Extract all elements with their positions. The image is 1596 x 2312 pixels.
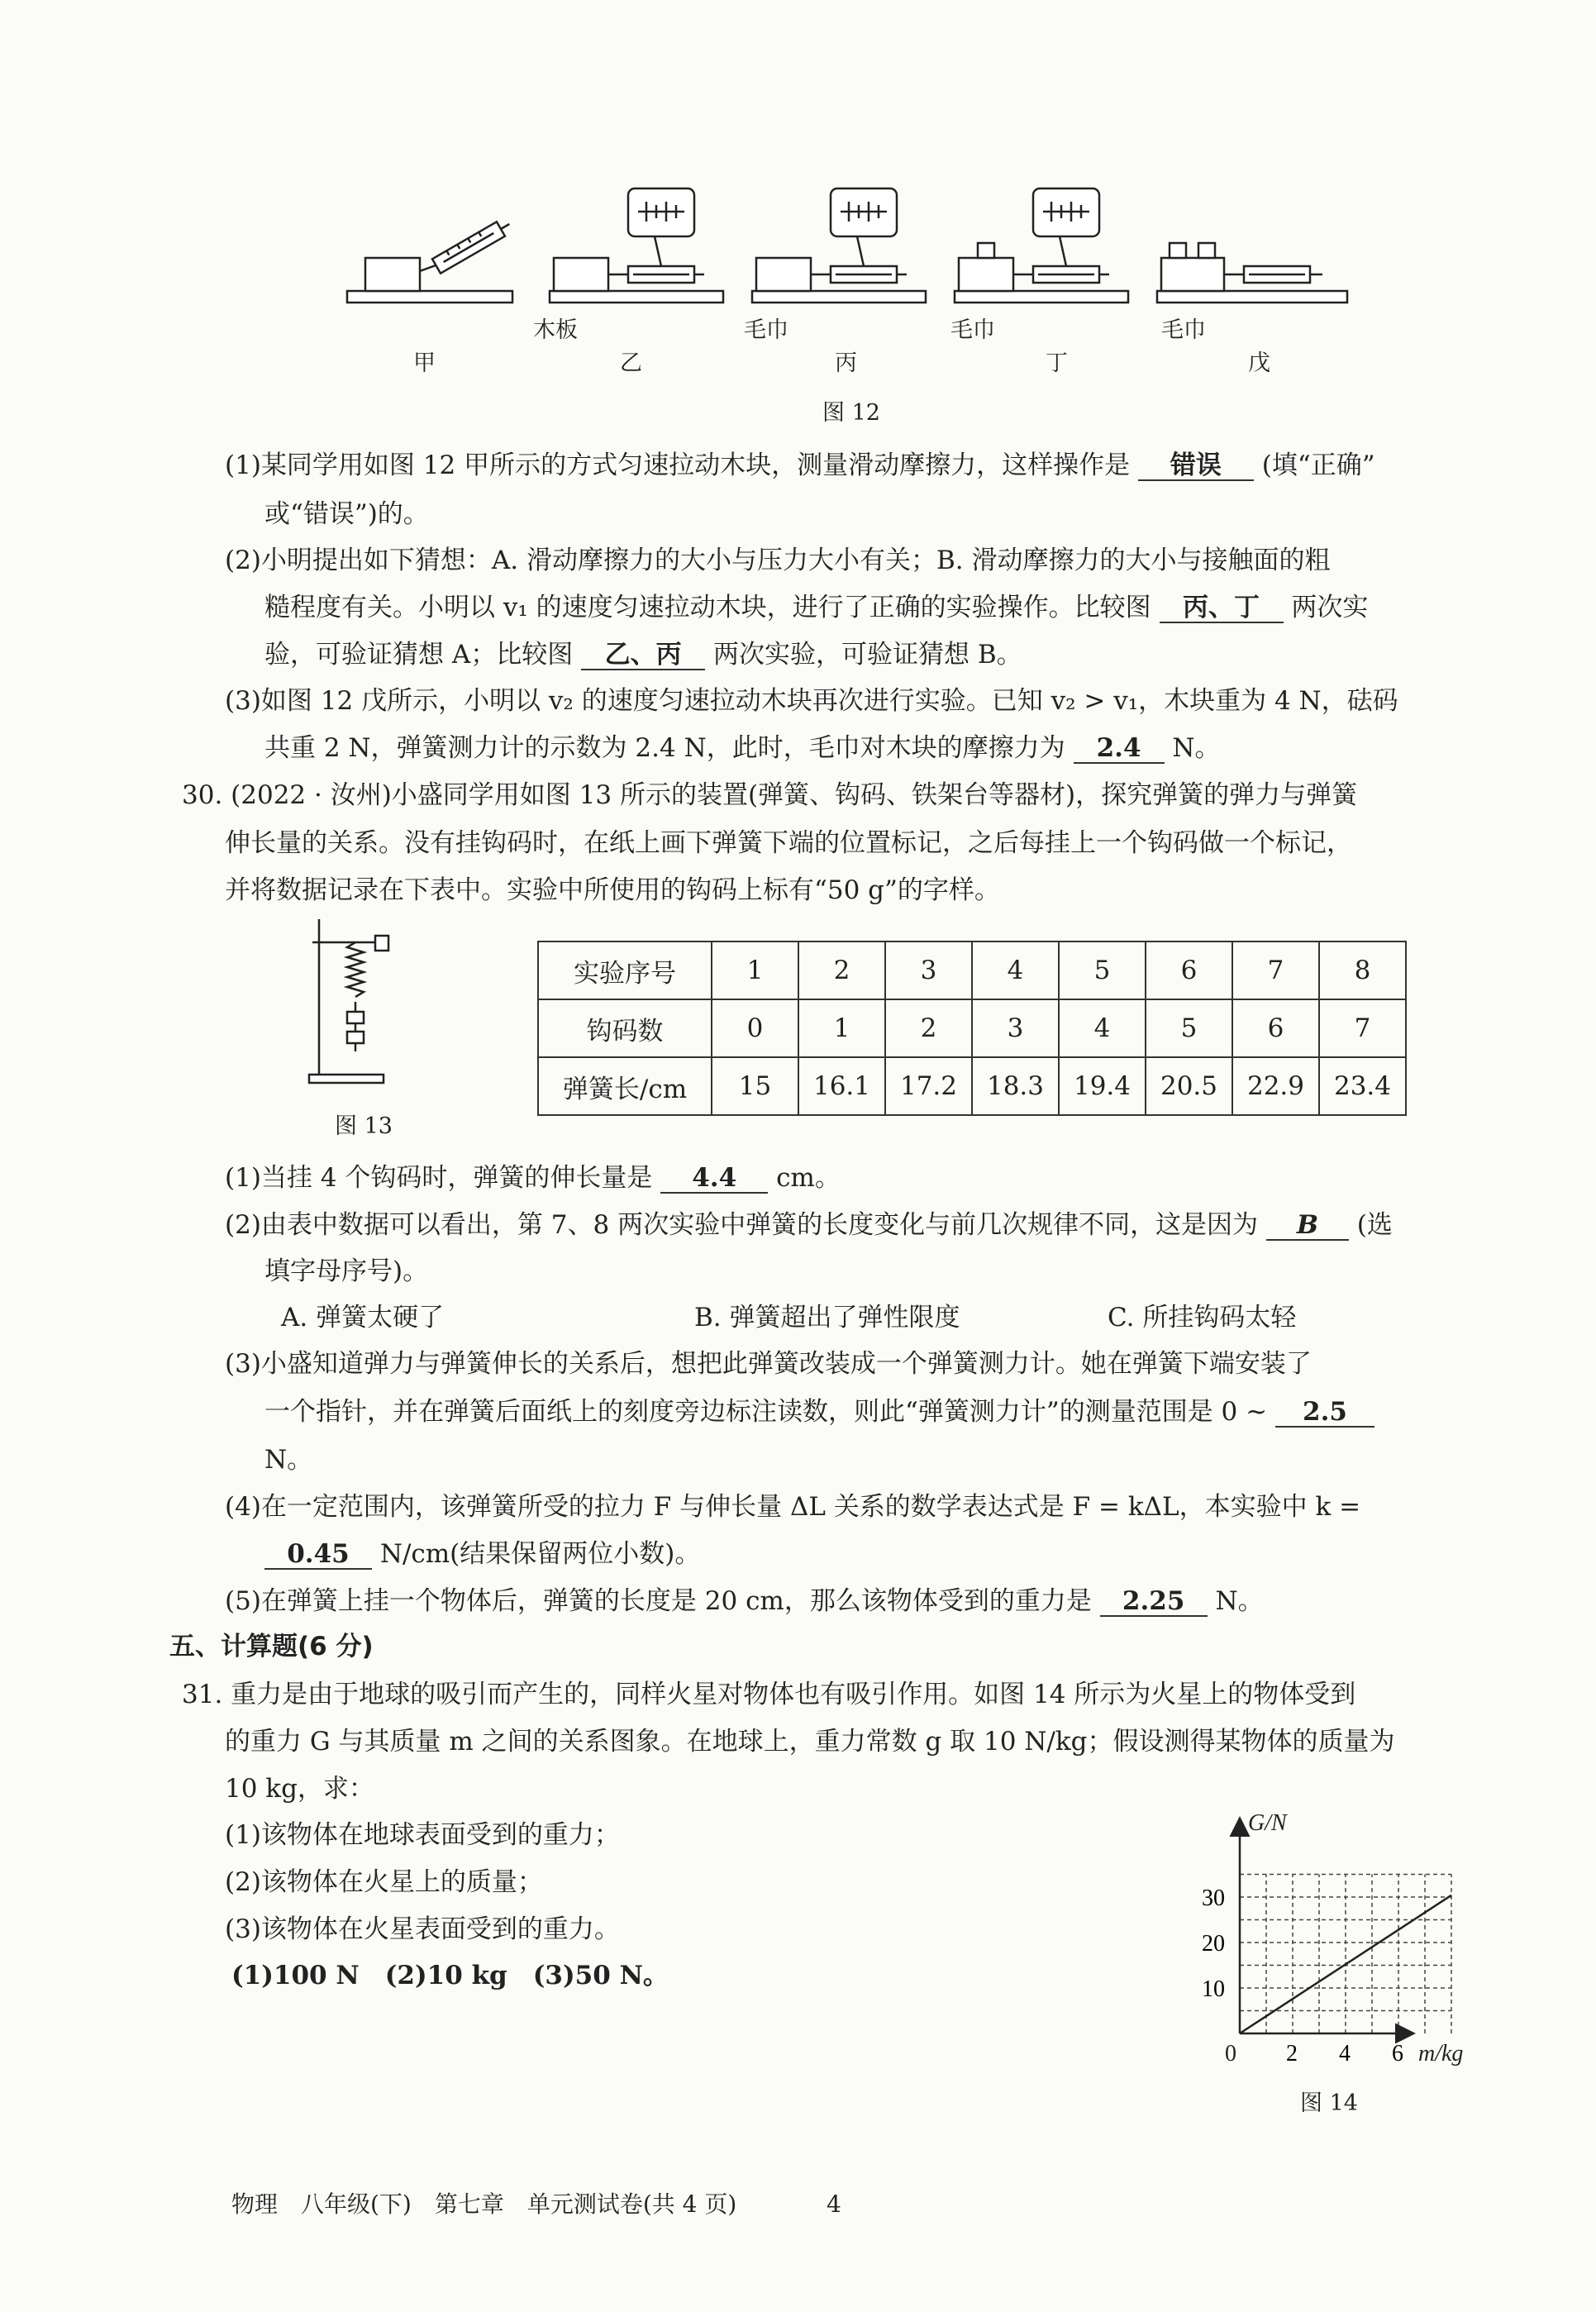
table-cell: 3 [972,999,1059,1057]
q31-sub3: (3)该物体在火星表面受到的重力。 [225,1914,620,1944]
table-cell: 6 [1232,999,1319,1057]
table-cell: 17.2 [885,1057,972,1115]
q29-part2-answer2: 乙、丙 [581,641,705,670]
table-cell: 2 [798,941,885,999]
q31-sub1: (1)该物体在地球表面受到的重力； [225,1820,620,1850]
table-row [538,941,1406,999]
table-cell: 8 [1319,941,1406,999]
table-cell: 1 [712,941,798,999]
q30-part4-line2: 0.45 N/cm(结果保留两位小数)。 [264,1537,700,1571]
fig12-label-yi: 乙 [620,350,642,376]
fig12-label-muban: 木板 [533,317,578,343]
q29-part3-line1: (3)如图 12 戊所示，小明以 v₂ 的速度匀速拉动木块再次进行实验。已知 v₂ > v₁，木块重为 4 N，砝码 [225,686,1398,716]
fig13-caption: 图 13 [335,1113,393,1139]
q29-part3-line2: 共重 2 N，弹簧测力计的示数为 2.4 N，此时，毛巾对木块的摩擦力为 2.4 N。 [264,733,1221,763]
fig14-caption: 图 14 [1300,2090,1358,2116]
q30-line1: 30. (2022 · 汝州)小盛同学用如图 13 所示的装置(弹簧、钩码、铁架台等器材)，探究弹簧的弹力与弹簧 [182,780,1358,810]
q30-part3-answer: 2.5 [1275,1398,1374,1428]
x-tick-label: 6 [1392,2041,1403,2066]
table-cell: 23.4 [1319,1057,1406,1115]
table-cell: 4 [1059,999,1146,1057]
table-cell: 5 [1059,941,1146,999]
x-tick-label: 4 [1339,2041,1351,2066]
table-row [538,999,1406,1057]
series-line [1240,1895,1451,2033]
footer-text: 物理 八年级(下) 第七章 单元测试卷(共 4 页) [231,2190,737,2218]
table-row-header: 实验序号 [538,941,712,999]
q30-part2-answer: B [1266,1211,1349,1241]
table-cell: 3 [885,941,972,999]
q30-option-a: A. 弹簧太硬了 [281,1303,445,1332]
table-cell: 22.9 [1232,1057,1319,1115]
table-cell: 2 [885,999,972,1057]
table-cell: 20.5 [1146,1057,1232,1115]
chart-x-label: m/kg [1418,2041,1464,2066]
y-tick-label: 20 [1202,1931,1225,1957]
q31-line1: 31. 重力是由于地球的吸引而产生的，同样火星对物体也有吸引作用。如图 14 所示为火星上的物体受到 [182,1680,1356,1709]
fig12-label-wu: 戊 [1248,350,1270,376]
table-cell: 16.1 [798,1057,885,1115]
table-cell: 18.3 [972,1057,1059,1115]
q30-part2-line1: (2)由表中数据可以看出，第 7、8 两次实验中弹簧的长度变化与前几次规律不同，这是因为 B (选 [225,1210,1393,1240]
table-row-header: 钩码数 [538,999,712,1057]
q30-part4-line1: (4)在一定范围内，该弹簧所受的拉力 F 与伸长量 ΔL 关系的数学表达式是 F = kΔL，本实验中 k = [225,1492,1361,1522]
q29-part2-line1: (2)小明提出如下猜想：A. 滑动摩擦力的大小与压力大小有关；B. 滑动摩擦力的大小与接触面的粗 [225,546,1331,575]
q31-sub2: (2)该物体在火星上的质量； [225,1867,543,1897]
table-cell: 5 [1146,999,1232,1057]
table-row-header: 弹簧长/cm [538,1057,712,1115]
q30-line2: 伸长量的关系。没有挂钩码时，在纸上画下弹簧下端的位置标记，之后每挂上一个钩码做一个标记， [225,828,1352,858]
x-tick-label: 2 [1286,2041,1298,2066]
q29-part2-line3: 验，可验证猜想 A；比较图 乙、丙 两次实验，可验证猜想 B。 [264,640,1022,670]
q30-option-c: C. 所挂钩码太轻 [1108,1303,1297,1332]
figure-12 [331,174,1372,355]
q31-answer: (1)100 N (2)10 kg (3)50 N。 [231,1961,669,1990]
q30-line3: 并将数据记录在下表中。实验中所使用的钩码上标有“50 g”的字样。 [225,875,1000,905]
fig12-label-maojin-3: 毛巾 [1161,317,1206,343]
table-cell: 15 [712,1057,798,1115]
table-cell: 7 [1232,941,1319,999]
q30-part1-answer: 4.4 [660,1164,768,1194]
fig12-caption: 图 12 [822,400,880,426]
table-cell: 7 [1319,999,1406,1057]
q29-part1-line2: 或“错误”)的。 [264,499,429,529]
table-cell: 1 [798,999,885,1057]
section-5-title: 五、计算题(6 分) [169,1632,374,1661]
q30-part2-line2: 填字母序号)。 [264,1256,429,1286]
chart-y-label: G/N [1248,1810,1287,1836]
fig12-label-maojin-2: 毛巾 [950,317,995,343]
q30-part5-answer: 2.25 [1100,1587,1208,1617]
q30-part3-line2: 一个指针，并在弹簧后面纸上的刻度旁边标注读数，则此“弹簧测力计”的测量范围是 0 ~ 2.5 [264,1395,1374,1428]
chart-origin-label: 0 [1225,2041,1236,2066]
q31-line3: 10 kg，求： [225,1774,374,1804]
fig12-label-maojin-1: 毛巾 [744,317,788,343]
q30-part4-answer: 0.45 [264,1540,372,1570]
footer-page-number: 4 [827,2190,841,2218]
table-cell: 0 [712,999,798,1057]
q29-part1-answer: 错误 [1138,451,1254,481]
y-tick-label: 10 [1202,1976,1225,2002]
q30-part3-line3: N。 [264,1445,313,1475]
figure-14-chart [1190,1802,1488,2083]
spring-data-table [537,941,1407,1116]
table-cell: 6 [1146,941,1232,999]
q30-part5: (5)在弹簧上挂一个物体后，弹簧的长度是 20 cm，那么该物体受到的重力是 2.25 N。 [225,1586,1264,1616]
table-cell: 19.4 [1059,1057,1146,1115]
q30-option-b: B. 弹簧超出了弹性限度 [694,1303,960,1332]
table-cell: 4 [972,941,1059,999]
fig12-label-jia: 甲 [413,350,436,376]
q29-part2-line2: 糙程度有关。小明以 v₁ 的速度匀速拉动木块，进行了正确的实验操作。比较图 丙、丁 两次实 [264,593,1369,622]
table-row [538,1057,1406,1115]
q29-part3-answer: 2.4 [1074,734,1165,764]
fig12-label-bing: 丙 [835,350,857,376]
q29-part1-line1: (1)某同学用如图 12 甲所示的方式匀速拉动木块，测量滑动摩擦力，这样操作是 错误 (填“正确” [225,450,1375,480]
q30-part1: (1)当挂 4 个钩码时，弹簧的伸长量是 4.4 cm。 [225,1163,841,1193]
q29-part2-answer1: 丙、丁 [1160,593,1284,623]
figure-13-spring-stand [306,909,397,1091]
y-tick-label: 30 [1202,1885,1225,1911]
q30-part3-line1: (3)小盛知道弹力与弹簧伸长的关系后，想把此弹簧改装成一个弹簧测力计。她在弹簧下端安装了 [225,1349,1312,1379]
fig12-label-ding: 丁 [1046,350,1068,376]
q31-line2: 的重力 G 与其质量 m 之间的关系图象。在地球上，重力常数 g 取 10 N/kg；假设测得某物体的质量为 [225,1727,1395,1757]
